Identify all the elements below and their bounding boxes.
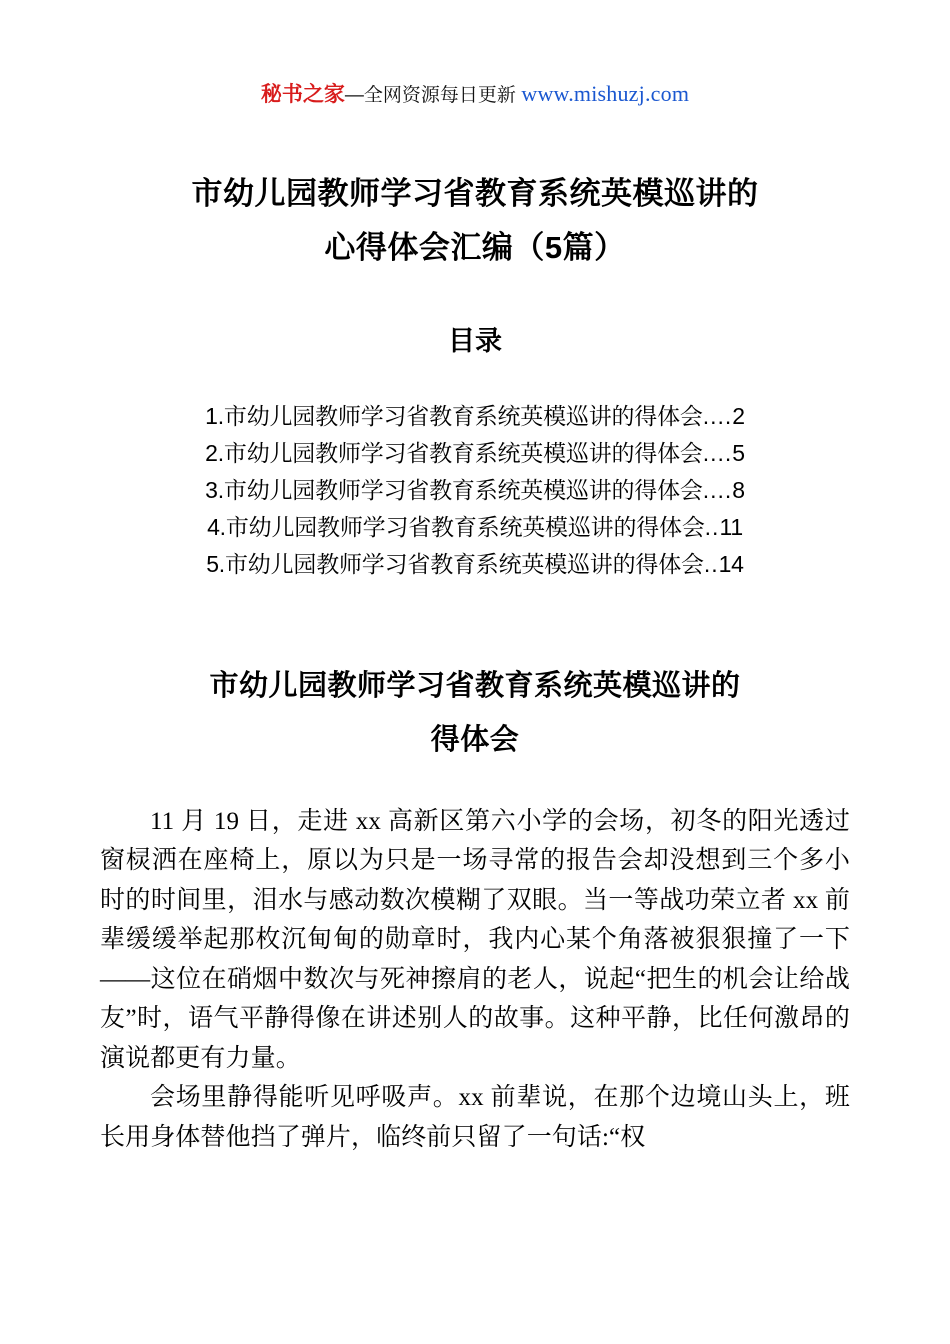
table-of-contents <box>100 398 850 582</box>
section-title <box>100 660 850 767</box>
body-text <box>100 802 850 1158</box>
site-brand: 秘书之家 <box>260 83 345 106</box>
toc-page: 5 <box>732 440 745 467</box>
list-item[interactable] <box>100 398 850 435</box>
toc-dots: .... <box>702 440 733 467</box>
toc-label: 市幼儿园教师学习省教育系统英模巡讲的得体会 <box>223 476 703 503</box>
toc-page: 2 <box>732 403 745 430</box>
toc-label: 市幼儿园教师学习省教育系统英模巡讲的得体会 <box>223 403 703 430</box>
paragraph: 11 月 19 日，走进 xx 高新区第六小学的会场，初冬的阳光透过窗棂洒在座椅上，原以为只是一场寻常的报告会却没想到三个多小时的时间里，泪水与感动数次模糊了双眼。当一等战功荣立者 xx 前辈缓缓举起那枚沉甸甸的勋章时，我内心某个角落被狠狠撞了一下——这位在硝烟中数次与死神擦肩的老人，说起“把生的机会让给战友”时，语气平静得像在讲述别人的故事。这种平静，比任何激昂的演说都更有力量。 <box>100 807 850 1072</box>
list-item[interactable] <box>100 472 850 509</box>
toc-page: 8 <box>732 476 745 503</box>
toc-label: 市幼儿园教师学习省教育系统英模巡讲的得体会 <box>223 440 703 467</box>
toc-number: 1. <box>205 403 224 430</box>
toc-label: 市幼儿园教师学习省教育系统英模巡讲的得体会 <box>225 550 704 577</box>
site-url[interactable]: www.mishuzj.com <box>521 81 690 106</box>
toc-number: 3. <box>205 476 224 503</box>
list-item[interactable] <box>100 546 850 583</box>
toc-heading: 目录 <box>448 326 502 357</box>
page-title-line2: 心得体会汇编（5篇） <box>324 230 626 266</box>
toc-label: 市幼儿园教师学习省教育系统英模巡讲的得体会 <box>225 513 705 540</box>
toc-dots: .... <box>702 476 733 503</box>
toc-number: 5. <box>206 550 225 577</box>
list-item[interactable] <box>100 435 850 472</box>
toc-number: 4. <box>207 513 226 540</box>
section-title-line2: 得体会 <box>430 724 520 757</box>
toc-page: 14 <box>718 550 744 577</box>
toc-dots: .... <box>702 403 733 430</box>
toc-number: 2. <box>205 440 224 467</box>
toc-page: 11 <box>719 513 743 540</box>
section-title-line1: 市幼儿园教师学习省教育系统英模巡讲的 <box>209 670 741 703</box>
page-title-line1: 市幼儿园教师学习省教育系统英模巡讲的 <box>191 175 759 211</box>
page-title <box>100 167 850 276</box>
list-item[interactable] <box>100 509 850 546</box>
site-tagline: —全网资源每日更新 <box>344 85 516 106</box>
paragraph: 会场里静得能听见呼吸声。xx 前辈说，在那个边境山头上，班长用身体替他挡了弹片，临终前只留了一句话:“权 <box>100 1084 850 1151</box>
site-banner <box>100 0 850 107</box>
toc-dots: .. <box>704 513 720 540</box>
toc-dots: .. <box>703 550 719 577</box>
